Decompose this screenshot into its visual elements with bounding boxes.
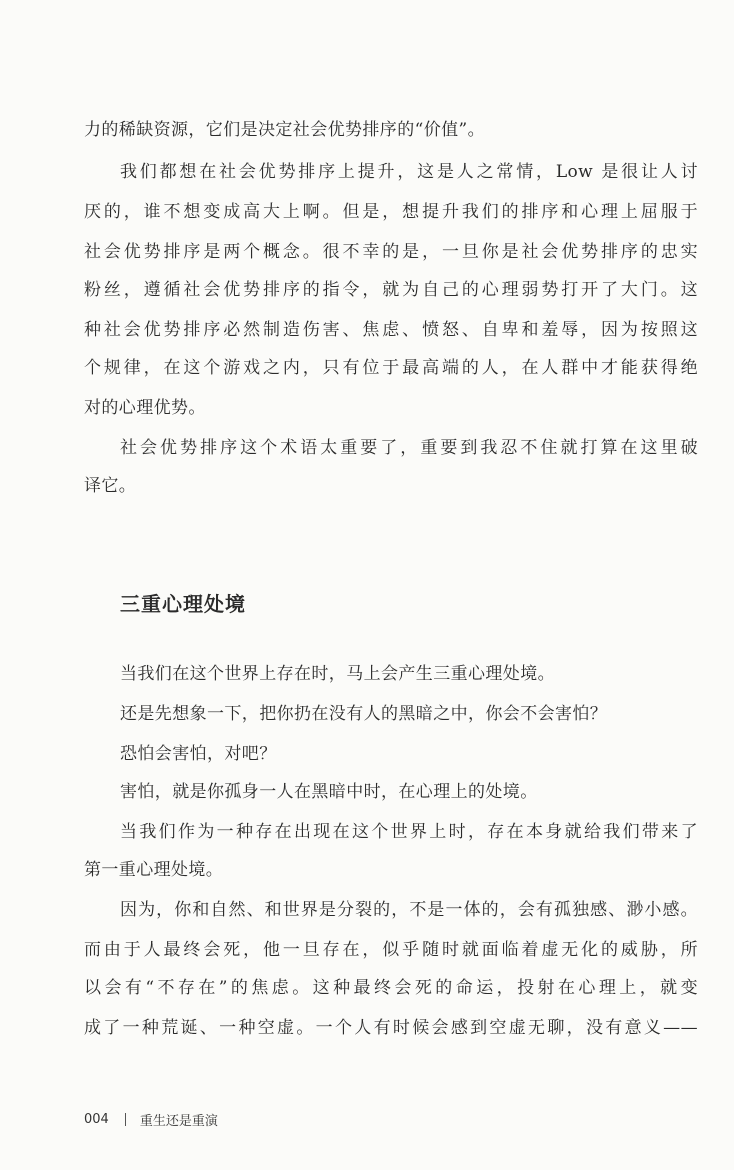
paragraph-line: 社会优势排序是两个概念。很不幸的是，一旦你是社会优势排序的忠实 <box>84 242 698 262</box>
paragraph-line: 个规律，在这个游戏之内，只有位于最高端的人，在人群中才能获得绝 <box>84 358 698 378</box>
paragraph-line: 以会有“不存在”的焦虑。这种最终会死的命运，投射在心理上，就变 <box>84 978 698 998</box>
paragraph-line: 恐怕会害怕，对吧？ <box>120 744 277 764</box>
section-heading: 三重心理处境 <box>120 592 246 616</box>
paragraph-line: 粉丝，遵循社会优势排序的指令，就为自己的心理弱势打开了大门。这 <box>84 280 698 300</box>
paragraph-line: 社会优势排序这个术语太重要了，重要到我忍不住就打算在这里破 <box>120 438 698 458</box>
paragraph-line: 我们都想在社会优势排序上提升，这是人之常情，Low 是很让人讨 <box>120 162 698 182</box>
paragraph-line: 因为，你和自然、和世界是分裂的，不是一体的，会有孤独感、渺小感。 <box>120 900 698 920</box>
paragraph-line: 当我们作为一种存在出现在这个世界上时，存在本身就给我们带来了 <box>120 822 698 842</box>
paragraph-line: 害怕，就是你孤身一人在黑暗中时，在心理上的处境。 <box>120 782 538 802</box>
paragraph-line: 种社会优势排序必然制造伤害、焦虑、愤怒、自卑和羞辱，因为按照这 <box>84 320 698 340</box>
paragraph-line: 而由于人最终会死，他一旦存在，似乎随时就面临着虚无化的威胁，所 <box>84 940 698 960</box>
page-footer <box>84 1110 218 1129</box>
paragraph-line: 对的心理优势。 <box>84 398 206 418</box>
paragraph-line: 厌的，谁不想变成高大上啊。但是，想提升我们的排序和心理上屈服于 <box>84 202 698 222</box>
paragraph-line: 第一重心理处境。 <box>84 860 224 880</box>
book-title: 重生还是重演 <box>139 1114 218 1129</box>
footer-divider <box>125 1113 126 1126</box>
paragraph-line: 还是先想象一下，把你扔在没有人的黑暗之中，你会不会害怕？ <box>120 704 608 724</box>
paragraph-line: 成了一种荒诞、一种空虚。一个人有时候会感到空虚无聊，没有意义—— <box>84 1018 698 1038</box>
paragraph-line: 当我们在这个世界上存在时，马上会产生三重心理处境。 <box>120 664 555 684</box>
paragraph-line: 译它。 <box>84 476 137 496</box>
paragraph-line: 力的稀缺资源，它们是决定社会优势排序的“价值”。 <box>84 120 485 140</box>
page-number: 004 <box>84 1112 109 1127</box>
